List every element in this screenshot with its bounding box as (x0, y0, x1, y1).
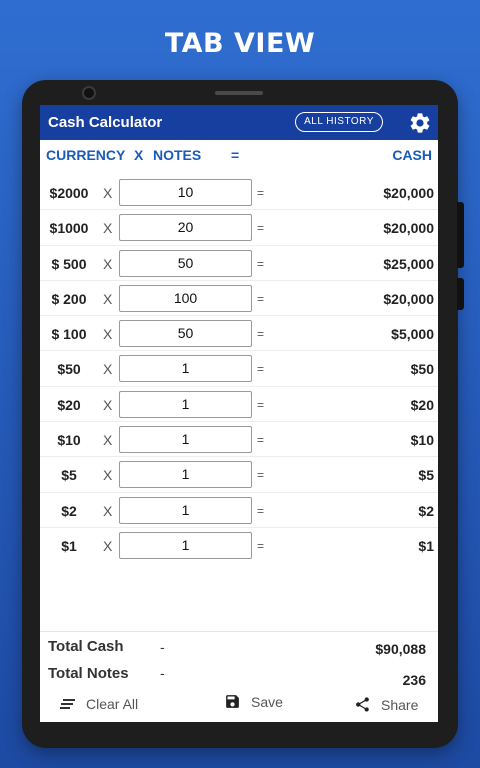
denomination-label: $1 (61, 537, 77, 554)
denomination-label: $10 (57, 432, 81, 449)
total-notes-label: Total Notes (48, 665, 129, 682)
row-amount: $5,000 (391, 326, 434, 343)
denomination-row (40, 316, 438, 351)
denomination-row (40, 281, 438, 316)
speaker-grille (215, 91, 263, 95)
multiply-sign: X (103, 396, 113, 413)
bottom-action-bar (40, 692, 438, 722)
row-amount: $10 (410, 432, 434, 449)
equals-sign: = (257, 538, 265, 553)
equals-sign: = (257, 397, 265, 412)
denomination-label: $ 500 (51, 255, 87, 272)
denomination-row (40, 457, 438, 492)
row-amount: $5 (418, 467, 434, 484)
denomination-label: $20 (57, 396, 81, 413)
equals-sign: = (257, 291, 265, 306)
multiply-sign: X (103, 537, 113, 554)
save-button[interactable] (224, 693, 283, 710)
denomination-row (40, 493, 438, 528)
denomination-list (40, 175, 438, 563)
denomination-label: $2000 (49, 185, 89, 201)
header-x: X (134, 147, 144, 163)
equals-sign: = (257, 468, 265, 483)
app-screen (40, 105, 438, 722)
denomination-row (40, 422, 438, 457)
equals-sign: = (257, 221, 265, 236)
denomination-label: $ 100 (51, 326, 87, 343)
total-notes-value: 236 (402, 672, 426, 688)
denomination-label: $1000 (49, 220, 89, 237)
notes-count-input[interactable]: 1 (119, 391, 252, 418)
clear-all-button[interactable] (60, 696, 138, 712)
row-amount: $20,000 (383, 290, 434, 307)
denomination-label: $50 (57, 361, 81, 378)
equals-sign: = (257, 327, 265, 342)
notes-count-input[interactable]: 1 (119, 355, 252, 382)
app-bar (40, 105, 438, 140)
share-icon (354, 696, 371, 713)
total-cash-value: $90,088 (375, 641, 426, 657)
volume-button (457, 202, 464, 268)
row-amount: $20,000 (383, 185, 434, 201)
banner-title: TAB VIEW (164, 28, 316, 59)
row-amount: $50 (410, 361, 434, 378)
denomination-row (40, 246, 438, 281)
equals-sign: = (257, 503, 265, 518)
header-notes: NOTES (153, 147, 202, 163)
save-icon (224, 693, 241, 710)
equals-sign: = (257, 186, 265, 200)
clear-all-icon (60, 697, 76, 711)
multiply-sign: X (103, 255, 113, 272)
save-label: Save (251, 693, 283, 710)
multiply-sign: X (103, 185, 113, 201)
multiply-sign: X (103, 220, 113, 237)
notes-count-input[interactable]: 1 (119, 532, 252, 559)
multiply-sign: X (103, 432, 113, 449)
notes-count-input[interactable]: 1 (119, 461, 252, 488)
power-button (457, 278, 464, 310)
multiply-sign: X (103, 502, 113, 519)
notes-count-input[interactable]: 50 (119, 250, 252, 277)
share-button[interactable] (354, 696, 418, 713)
header-currency: CURRENCY (46, 147, 126, 163)
total-cash-dash: - (160, 639, 165, 655)
denomination-row (40, 351, 438, 386)
gear-icon[interactable] (408, 111, 432, 135)
column-header (40, 147, 438, 169)
notes-count-input[interactable]: 1 (119, 426, 252, 453)
denomination-label: $5 (61, 467, 77, 484)
all-history-button[interactable]: ALL HISTORY (295, 112, 383, 132)
total-cash-label: Total Cash (48, 638, 124, 655)
equals-sign: = (257, 256, 265, 271)
denomination-label: $2 (61, 502, 77, 519)
notes-count-input[interactable]: 20 (119, 214, 252, 241)
row-amount: $1 (418, 537, 434, 554)
row-amount: $25,000 (383, 255, 434, 272)
multiply-sign: X (103, 290, 113, 307)
multiply-sign: X (103, 361, 113, 378)
multiply-sign: X (103, 326, 113, 343)
app-title: Cash Calculator (48, 114, 163, 131)
share-label: Share (381, 696, 419, 713)
notes-count-input[interactable]: 1 (119, 497, 252, 524)
totals-divider (40, 631, 438, 632)
denomination-row (40, 210, 438, 245)
notes-count-input[interactable]: 100 (119, 285, 252, 312)
notes-count-input[interactable]: 10 (119, 179, 252, 206)
row-amount: $2 (418, 502, 434, 519)
equals-sign: = (257, 362, 265, 377)
denomination-label: $ 200 (51, 290, 87, 307)
clear-all-label: Clear All (86, 696, 139, 712)
total-notes-dash: - (160, 665, 165, 681)
row-amount: $20,000 (383, 220, 434, 237)
equals-sign: = (257, 433, 265, 448)
header-cash: CASH (392, 147, 432, 163)
row-amount: $20 (410, 396, 434, 413)
camera-icon (82, 86, 96, 100)
notes-count-input[interactable]: 50 (119, 320, 252, 347)
denomination-row (40, 528, 438, 563)
header-equals: = (231, 147, 240, 163)
denomination-row (40, 175, 438, 210)
multiply-sign: X (103, 467, 113, 484)
denomination-row (40, 387, 438, 422)
